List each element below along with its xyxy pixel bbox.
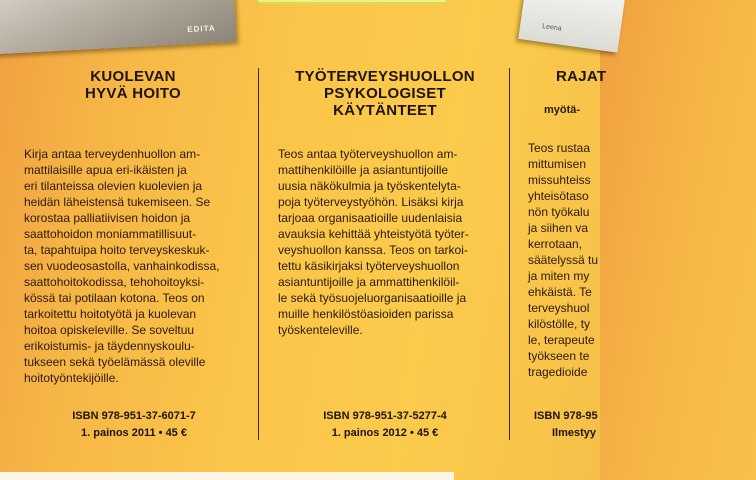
book-description: Teos antaa työterveyshuollon am- mattihenkilöille ja asiantuntijoille uusia näkökulmia ja työskentelyta- poja työterveystyöhön. Lisäksi kirja tarjoaa organisaatioille uudenlaisia avauksia kehittää yhteistyötä työter- veyshuollon kanssa. Teos on tarkoi- tettu käsikirjaksi työterveyshuollon asiantuntijoille ja ammattihenkilöil- le sekä työsuojeluorganisaatioille ja muille henkilöstöasioiden parissa työskenteleville. — [278, 147, 469, 337]
book-title: TYÖTERVEYSHUOLLON PSYKOLOGISET KÄYTÄNTEET — [295, 68, 475, 119]
cover-author-text: Leena — [541, 22, 563, 33]
book-column-3 — [510, 60, 607, 480]
book-title: KUOLEVAN HYVÄ HOITO — [84, 68, 182, 102]
book-description: Kirja antaa terveydenhuollon am- mattilaisille apua eri-ikäisten ja eri tilanteissa olevien kuolevien ja heidän läheistensä tukemiseen. Se korostaa palliatiivisen hoidon ja saattohoidon moniammatillisuut- ta, tapahtuipa hoito terveyskeskuk- sen vuodeosastolla, vanhainkodissa, saattohoitokodissa, tehohoitoyksi- kössä tai potilaan kotona. Teos on tarkoitettu hoitotyötä ja kuolevan hoitoa opiskeleville. Se soveltuu erikoistumis- ja täydennyskoulu- tukseen sekä työelämässä oleville hoitotyöntekijöille. — [24, 147, 220, 385]
book-edition-price: Ilmestyy — [552, 427, 597, 439]
book-column-1 — [22, 68, 244, 102]
bottom-band — [0, 472, 454, 480]
cover-strip — [0, 0, 600, 56]
book-cover-image[interactable] — [258, 0, 446, 4]
cover-publisher-text: EDITA — [187, 23, 216, 35]
book-edition-price: 1. painos 2011 • 45 € — [81, 427, 187, 439]
book-column-2 — [272, 68, 498, 119]
book-cover-image[interactable] — [0, 0, 236, 54]
book-isbn: ISBN 978-95 — [534, 410, 598, 422]
book-cover-image[interactable] — [518, 0, 625, 53]
book-edition-price: 1. painos 2012 • 45 € — [331, 427, 439, 439]
book-description: Teos rustaa mittumisen missuhteiss yhteisötaso nön työkalu ja siihen va kerrotaan, säätelyssä tu ja miten my ehkäistä. Te terveyshuol kilöstölle, ty le, terapeute työkseen te tragedioide — [528, 141, 599, 379]
book-isbn: ISBN 978-951-37-6071-7 — [72, 410, 196, 422]
book-subtitle: myötä- — [544, 104, 581, 116]
book-title: RAJAT — [556, 68, 607, 85]
book-isbn: ISBN 978-951-37-5277-4 — [323, 410, 447, 422]
column-divider — [258, 68, 259, 440]
